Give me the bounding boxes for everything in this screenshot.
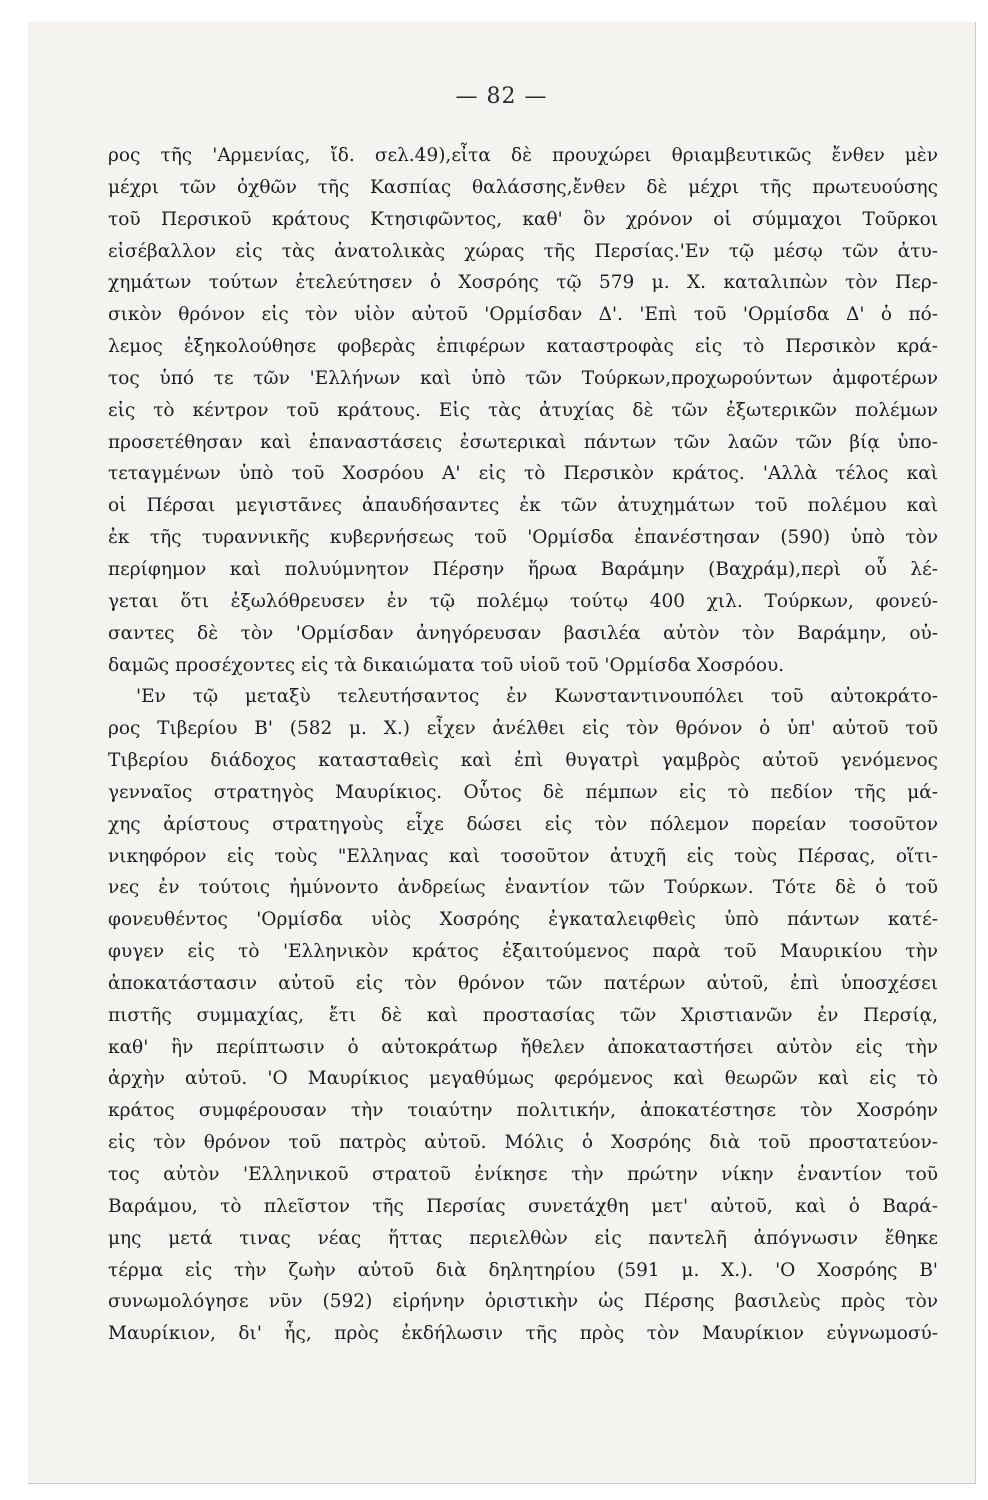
text-line: εἰς τὸ κέντρον τοῦ κράτους. Εἰς τὰς ἀτυχίας δὲ τῶν ἐξωτερικῶν πολέμων — [108, 399, 938, 421]
text-line: γενναῖος στρατηγὸς Μαυρίκιος. Οὗτος δὲ πέμπων εἰς τὸ πεδίον τῆς μά- — [108, 781, 938, 803]
text-line: σαντες δὲ τὸν 'Ορμίσδαν ἀνηγόρευσαν βασιλέα αὐτὸν τὸν Βαράμην, οὐ- — [108, 622, 938, 644]
text-line: δαμῶς προσέχοντες εἰς τὰ δικαιώματα τοῦ υἱοῦ τοῦ 'Ορμίσδα Χοσρόου. — [108, 654, 785, 676]
text-line: ἐκ τῆς τυραννικῆς κυβερνήσεως τοῦ 'Ορμίσδα ἐπανέστησαν (590) ὑπὸ τὸν — [108, 527, 938, 549]
text-line: προσετέθησαν καὶ ἐπαναστάσεις ἐσωτερικαὶ πάντων τῶν λαῶν τῶν βίᾳ ὑπο- — [108, 431, 938, 453]
text-line: γεται ὅτι ἐξωλόθρευσεν ἐν τῷ πολέμῳ τούτῳ 400 χιλ. Τούρκων, φονεύ- — [108, 590, 938, 612]
text-line: Τιβερίου διάδοχος κατασταθεὶς καὶ ἐπὶ θυγατρὶ γαμβρὸς αὐτοῦ γενόμενος — [108, 750, 938, 772]
text-line: πιστῆς συμμαχίας, ἔτι δὲ καὶ προστασίας τῶν Χριστιανῶν ἐν Περσίᾳ, — [108, 1004, 938, 1026]
text-line: συνωμολόγησε νῦν (592) εἰρήνην ὁριστικὴν ὡς Πέρσης βασιλεὺς πρὸς τὸν — [108, 1291, 938, 1313]
text-line: ρος τῆς 'Αρμενίας, ἴδ. σελ.49),εἶτα δὲ προυχώρει θριαμβευτικῶς ἔνθεν μὲν — [108, 145, 938, 166]
text-line: ρος Τιβερίου Β' (582 μ. Χ.) εἶχεν ἀνέλθει εἰς τὸν θρόνον ὁ ὑπ' αὐτοῦ τοῦ — [108, 718, 938, 740]
text-line: τος ὑπό τε τῶν 'Ελλήνων καὶ ὑπὸ τῶν Τούρκων,προχωρούντων ἀμφοτέρων — [108, 367, 938, 389]
text-line: κράτος συμφέρουσαν τὴν τοιαύτην πολιτικήν, ἀποκατέστησε τὸν Χοσρόην — [108, 1100, 938, 1122]
text-line: οἱ Πέρσαι μεγιστᾶνες ἀπαυδήσαντες ἐκ τῶν ἀτυχημάτων τοῦ πολέμου καὶ — [108, 495, 938, 517]
text-line: Βαράμου, τὸ πλεῖστον τῆς Περσίας συνετάχθη μετ' αὐτοῦ, καὶ ὁ Βαρά- — [108, 1195, 938, 1217]
book-page — [28, 22, 976, 1484]
text-line: μης μετά τινας νέας ἥττας περιελθὼν εἰς παντελῆ ἀπόγνωσιν ἔθηκε — [108, 1227, 938, 1249]
text-line: 'Εν τῷ μεταξὺ τελευτήσαντος ἐν Κωνσταντινουπόλει τοῦ αὐτοκράτο- — [136, 686, 938, 708]
text-line: ἀρχὴν αὐτοῦ. 'Ο Μαυρίκιος μεγαθύμως φερόμενος καὶ θεωρῶν καὶ εἰς τὸ — [108, 1068, 938, 1090]
text-line: νικηφόρον εἰς τοὺς "Ελληνας καὶ τοσοῦτον ἀτυχῆ εἰς τοὺς Πέρσας, οἵτι- — [108, 845, 938, 867]
text-line: καθ' ἣν περίπτωσιν ὁ αὐτοκράτωρ ἤθελεν ἀποκαταστήσει αὐτὸν εἰς τὴν — [108, 1036, 938, 1058]
text-line: Μαυρίκιον, δι' ἧς, πρὸς ἐκδήλωσιν τῆς πρὸς τὸν Μαυρίκιον εὐγνωμοσύ- — [108, 1323, 938, 1345]
text-line: τέρμα εἰς τὴν ζωὴν αὐτοῦ διὰ δηλητηρίου (591 μ. Χ.). 'Ο Χοσρόης Β' — [108, 1259, 938, 1281]
text-line: τοῦ Περσικοῦ κράτους Κτησιφῶντος, καθ' ὃν χρόνον οἱ σύμμαχοι Τοῦρκοι — [108, 208, 938, 230]
text-line: τος αὐτὸν 'Ελληνικοῦ στρατοῦ ἐνίκησε τὴν πρώτην νίκην ἐναντίον τοῦ — [108, 1164, 938, 1185]
text-line: φυγεν εἰς τὸ 'Ελληνικὸν κράτος ἐξαιτούμενος παρὰ τοῦ Μαυρικίου τὴν — [108, 941, 938, 963]
text-line: εἰς τὸν θρόνον τοῦ πατρὸς αὐτοῦ. Μόλις ὁ Χοσρόης διὰ τοῦ προστατεύον- — [108, 1132, 938, 1154]
page-number: — 82 — — [455, 84, 548, 109]
text-line: μέχρι τῶν ὀχθῶν τῆς Κασπίας θαλάσσης,ἔνθεν δὲ μέχρι τῆς πρωτευούσης — [108, 176, 938, 198]
text-line: ἀποκατάστασιν αὐτοῦ εἰς τὸν θρόνον τῶν πατέρων αὐτοῦ, ἐπὶ ὑποσχέσει — [108, 972, 938, 994]
text-line: περίφημον καὶ πολυύμνητον Πέρσην ἥρωα Βαράμην (Βαχράμ),περὶ οὗ λέ- — [108, 558, 938, 580]
text-line: χης ἀρίστους στρατηγοὺς εἶχε δώσει εἰς τὸν πόλεμον πορείαν τοσοῦτον — [108, 813, 938, 835]
text-line: χημάτων τούτων ἐτελεύτησεν ὁ Χοσρόης τῷ 579 μ. Χ. καταλιπὼν τὸν Περ- — [108, 272, 938, 294]
text-line: λεμος ἐξηκολούθησε φοβερὰς ἐπιφέρων καταστροφὰς εἰς τὸ Περσικὸν κρά- — [108, 336, 938, 358]
body-text — [108, 140, 938, 1350]
text-line: εἰσέβαλλον εἰς τὰς ἀνατολικὰς χώρας τῆς Περσίας.'Εν τῷ μέσῳ τῶν ἀτυ- — [108, 240, 938, 262]
text-line: φονευθέντος 'Ορμίσδα υἱὸς Χοσρόης ἐγκαταλειφθεὶς ὑπὸ πάντων κατέ- — [108, 909, 938, 931]
text-line: τεταγμένων ὑπὸ τοῦ Χοσρόου Α' εἰς τὸ Περσικὸν κράτος. 'Αλλὰ τέλος καὶ — [108, 463, 938, 485]
text-line: νες ἐν τούτοις ἠμύνοντο ἀνδρείως ἐναντίον τῶν Τούρκων. Τότε δὲ ὁ τοῦ — [108, 877, 938, 899]
text-line: σικὸν θρόνον εἰς τὸν υἱὸν αὐτοῦ 'Ορμίσδαν Δ'. 'Επὶ τοῦ 'Ορμίσδα Δ' ὁ πό- — [108, 304, 938, 326]
